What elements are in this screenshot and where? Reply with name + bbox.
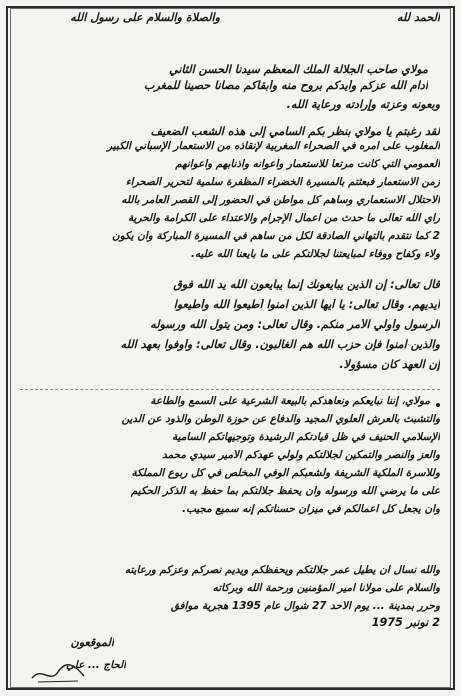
body-line: زمن الاستعمار فبعثتم بالمسيرة الخضراء المظفرة سلمية لتحرير الصحراء — [125, 177, 440, 188]
quran-line: والذين آمنوا فإن حزب الله هم الغالبون. وقال تعالى: وأوفوا بعهد الله — [120, 339, 440, 351]
oath-line: مولاي، إننا نبايعكم ونعاهدكم بالبيعة الشرعية على السمع والطاعة — [150, 396, 430, 407]
body-line: رأي الله تعالى ما حدث من أعمال الإجرام والاعتداء على الكرامة والحرية — [128, 213, 440, 224]
quran-line: الرسول وأولي الأمر منكم. وقال تعالى: ومن يتول الله ورسوله — [150, 319, 440, 331]
body-line: وبعونه وعزته وإرادته ورعاية الله. — [286, 99, 440, 111]
date-line: وحرر بمدينة ... يوم الأحد 27 شوال عام 1395 هجرية موافق — [170, 601, 440, 612]
paragraph-bullet — [436, 403, 440, 407]
section-divider — [20, 389, 440, 390]
quran-line: أيديهم. وقال تعالى: يا أيها الذين آمنوا أطيعوا الله وأطيعوا — [173, 299, 440, 311]
header-right-title: الحمد لله — [396, 12, 440, 24]
oath-line: على ما يرضي الله ورسوله وأن يحفظ جلالتكم بما حفظ به الذكر الحكيم — [130, 486, 440, 497]
header-left-title: والصلاة والسلام على رسول الله — [70, 12, 220, 24]
body-line: ولاء وكفاح ووفاء لمبايعتنا لجلالتكم على ما بايعنا الله عليه. — [190, 249, 440, 260]
closing-line: والسلام على مولانا أمير المؤمنين ورحمة الله وبركاته — [212, 583, 440, 594]
body-line: الاحتلال الاستعماري وساهم كل مواطن في الحضور إلى القصر العامر بالله — [121, 195, 440, 206]
oath-line: وللأسرة الملكية الشريفة ولشعبكم الوفي المخلص في كل ربوع المملكة — [131, 468, 440, 479]
signature-mark — [28, 648, 90, 688]
closing-line: والله نسأل أن يطيل عمر جلالتكم ويحفظكم ويديم نصركم وعزكم ورعايته — [124, 565, 440, 576]
quran-line: إن العهد كان مسؤولا. — [339, 359, 440, 371]
date-line-gregorian: 2 نونبر 1975 — [371, 617, 440, 629]
oath-line: وأن يجعل كل أعمالكم في ميزان حسناتكم إنه سميع مجيب. — [182, 504, 440, 515]
body-line: 2 كما نتقدم بالتهاني الصادقة لكل من ساهم في المسيرة المباركة وأن يكون — [111, 231, 440, 242]
body-line: أدام الله عزكم وأيدكم بروح منه وأبقاكم مصانا حصينا للمغرب — [143, 80, 428, 92]
salutation-line: مولاي صاحب الجلالة الملك المعظم سيدنا الحسن الثاني — [168, 64, 428, 76]
signature-name: الحاج ... علي — [65, 660, 126, 671]
quran-line: قال تعالى: إن الذين يبايعونك إنما يبايعون الله يد الله فوق — [173, 279, 440, 291]
signature-title: الموقعون — [70, 637, 114, 649]
oath-line: الإسلامي الحنيف في ظل قيادتكم الرشيدة وتوجيهاتكم السامية — [172, 432, 440, 443]
oath-line: والتشبث بالعرش العلوي المجيد والدفاع عن حوزة الوطن والذود عن الدين — [121, 414, 440, 425]
oath-line: والعز والنصر والتمكين لجلالتكم ولولي عهدكم الأمير سيدي محمد — [162, 450, 440, 461]
body-line: العمومي التي كانت مرتعا للاستعمار وأعوانه وأذنابهم وأعوانهم — [175, 159, 440, 170]
body-line: المغلوب على أمره في الصحراء المغربية لإنقاذه من الاستعمار الإسباني الكبير — [107, 141, 440, 152]
body-line: لقد رغبتم يا مولاي بنظر بكم السامي إلى هذه الشعب الضعيف — [150, 126, 440, 138]
